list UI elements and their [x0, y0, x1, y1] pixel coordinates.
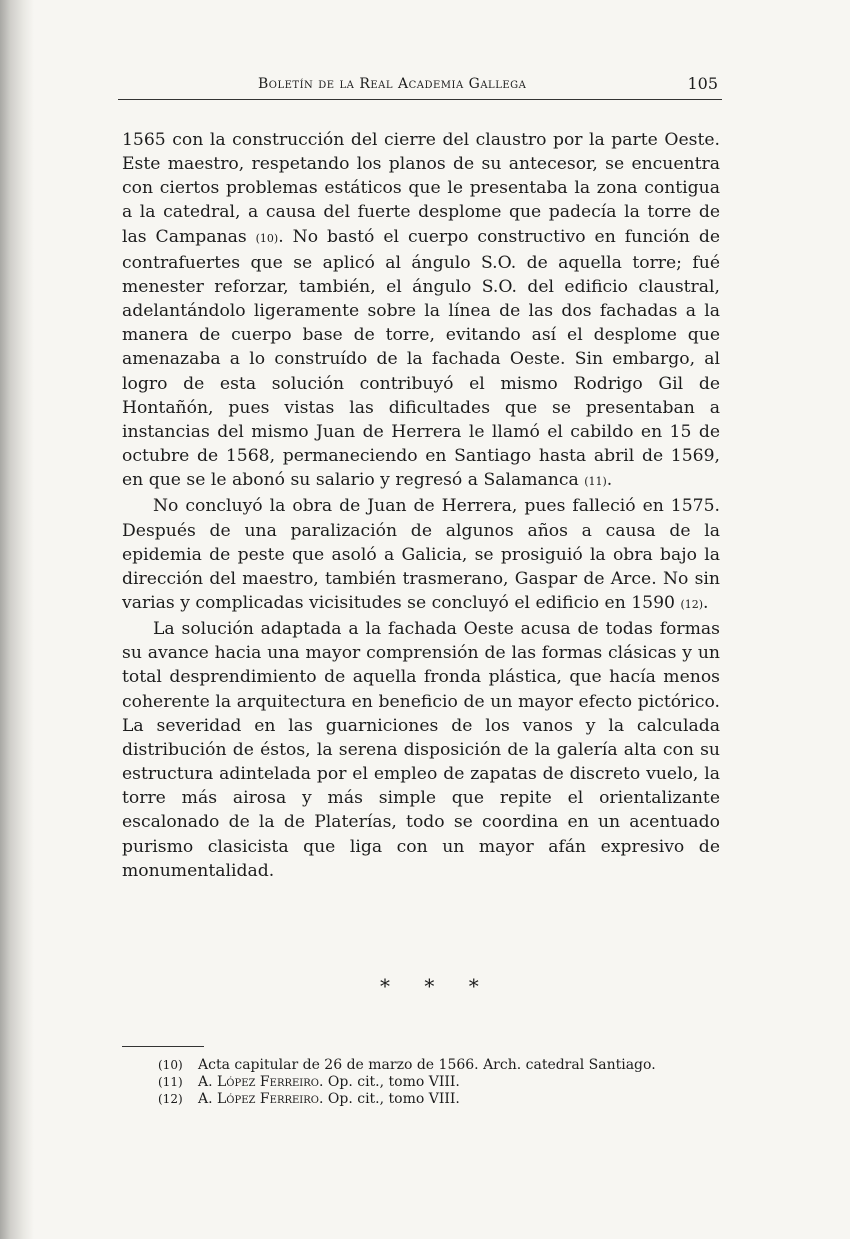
text-run: 1565 con la construcción del cierre del claustro por la parte Oeste. Este maestro, respetando los planos de su antecesor, se encuentra con ciertos problemas estáticos que le presentaba la zona contigua a la catedral, a causa del fuerte desplome que padecía la torre de las Campanas	[122, 130, 720, 247]
footnote-reference: (12)	[680, 597, 704, 611]
paragraph-3	[122, 617, 720, 883]
footnote-text: Acta capitular de 26 de marzo de 1566. Arch. catedral Santiago.	[198, 1057, 656, 1073]
footnote-reference: (11)	[584, 475, 607, 489]
text-run: La solución adaptada a la fachada Oeste acusa de todas formas su avance hacia una mayor comprensión de las formas clásicas y un total desprendimiento de aquella fronda plástica, que hacía menos coherente la arquitectura en beneficio de un mayor efecto pictórico. La severidad en las guarniciones de los vanos y la calculada distribución de éstos, la serena disposición de la galería alta con su estructura adintelada por el empleo de zapatas de discreto vuelo, la torre más airosa y más simple que repite el orientalizante escalonado de la de Platerías, todo se coordina en un acentuado purismo clasicista que liga con un mayor afán expresivo de monumentalidad.	[122, 619, 720, 881]
footnote-10	[158, 1057, 738, 1074]
text-run: .	[703, 592, 709, 613]
footnote-rule	[122, 1046, 204, 1047]
footnote-number: (10)	[158, 1058, 183, 1072]
book-binding-edge	[0, 0, 34, 1239]
footnote-author: A. López Ferreiro.	[198, 1091, 324, 1107]
journal-title: Boletín de la Real Academia Gallega	[258, 76, 527, 92]
body-text	[122, 128, 720, 883]
paragraph-1	[122, 128, 720, 494]
footnote-number: (12)	[158, 1092, 183, 1106]
footnotes	[158, 1057, 738, 1108]
footnote-text: Op. cit., tomo VIII.	[323, 1074, 460, 1090]
section-separator: * * *	[380, 974, 493, 998]
footnote-12	[158, 1091, 738, 1108]
paragraph-2	[122, 494, 720, 617]
footnote-number: (11)	[158, 1075, 183, 1089]
footnote-author: A. López Ferreiro.	[198, 1074, 324, 1090]
text-run: . No bastó el cuerpo constructivo en función de contrafuertes que se aplicó al ángulo S.O. de aquella torre; fué menester reforzar, también, el ángulo S.O. del edificio claustral, adelantándolo ligeramente sobre la línea de las dos fachadas a la manera de cuerpo base de torre, evitando así el desplome que amenazaba a lo construído de la fachada Oeste. Sin embargo, al logro de esta solución contribuyó el mismo Rodrigo Gil de Hontañón, pues vistas las dificultades que se presentaban a instancias del mismo Juan de Herrera le llamó el cabildo en 15 de octubre de 1568, permaneciendo en Santiago hasta abril de 1569, en que se le abonó su salario y regresó a Salamanca	[122, 226, 720, 491]
page-header	[118, 72, 722, 98]
text-run: .	[606, 470, 613, 491]
header-rule	[118, 99, 722, 100]
text-run: No concluyó la obra de Juan de Herrera, pues falleció en 1575. Después de una paralización de algunos años a causa de la epidemia de peste que asoló a Galicia, se prosiguió la obra bajo la dirección del maestro, también trasmerano, Gaspar de Arce. No sin varias y complicadas vicisitudes se concluyó el edificio en 1590	[122, 496, 720, 613]
footnote-text: Op. cit., tomo VIII.	[323, 1091, 460, 1107]
page-number: 105	[687, 74, 718, 93]
footnote-reference: (10)	[255, 231, 279, 245]
footnote-11	[158, 1074, 738, 1091]
